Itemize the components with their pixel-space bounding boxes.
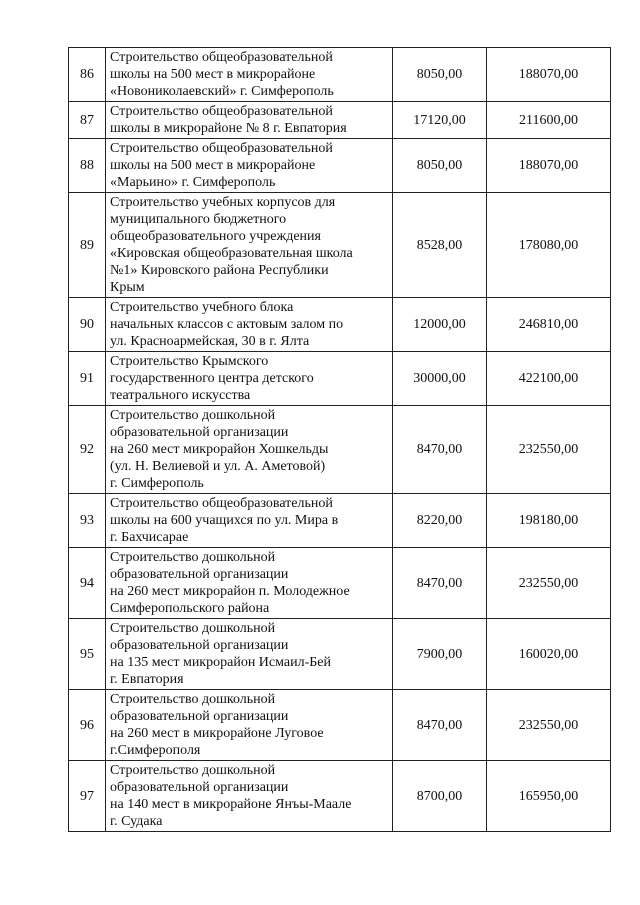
project-name-cell [106,298,393,352]
project-name-cell [106,48,393,102]
project-name-line: г. Бахчисарае [110,530,189,545]
value-2-cell: 211600,00 [487,102,611,139]
table-row [69,690,611,761]
value-1-cell: 30000,00 [393,352,487,406]
value-2-cell: 165950,00 [487,761,611,832]
project-name-line: г. Евпатория [110,672,184,687]
project-name-line: ул. Красноармейская, 30 в г. Ялта [110,334,310,349]
project-name-line: «Новониколаевский» г. Симферополь [110,84,334,99]
table-row [69,102,611,139]
table-row [69,139,611,193]
row-number: 92 [69,406,106,494]
project-name-line: образовательной организации [110,709,289,724]
project-name-line: (ул. Н. Велиевой и ул. А. Аметовой) [110,459,326,474]
project-name-line: «Кировская общеобразовательная школа [110,246,353,261]
value-2-cell: 246810,00 [487,298,611,352]
table-body [69,48,611,832]
value-2-cell: 232550,00 [487,548,611,619]
project-name-cell [106,139,393,193]
value-1-cell: 7900,00 [393,619,487,690]
project-name-line: образовательной организации [110,780,289,795]
value-2-cell: 160020,00 [487,619,611,690]
project-name-line: Строительство общеобразовательной [110,496,333,511]
value-2-cell: 232550,00 [487,406,611,494]
project-name-line: Строительство дошкольной [110,763,276,778]
project-name-line: государственного центра детского [110,371,314,386]
project-name-line: образовательной организации [110,425,289,440]
project-name-line: «Марьино» г. Симферополь [110,175,276,190]
construction-projects-table [68,47,611,832]
value-1-cell: 8528,00 [393,193,487,298]
project-name-line: г.Симферополя [110,743,201,758]
project-name-line: Строительство дошкольной [110,621,276,636]
project-name-line: Строительство дошкольной [110,550,276,565]
project-name-line: Строительство Крымского [110,354,269,369]
project-name-cell [106,690,393,761]
row-number: 88 [69,139,106,193]
row-number: 93 [69,494,106,548]
table-row [69,352,611,406]
project-name-line: г. Симферополь [110,476,204,491]
table-row [69,494,611,548]
project-name-line: Симферопольского района [110,601,270,616]
value-2-cell: 198180,00 [487,494,611,548]
project-name-line: на 260 мест в микрорайоне Луговое [110,726,324,741]
project-name-line: на 140 мест в микрорайоне Янъы-Маале [110,797,352,812]
project-name-line: школы на 500 мест в микрорайоне [110,67,316,82]
project-name-line: Крым [110,280,145,295]
value-1-cell: 8470,00 [393,548,487,619]
table-row [69,619,611,690]
project-name-line: Строительство учебного блока [110,300,294,315]
table-row [69,548,611,619]
value-1-cell: 8220,00 [393,494,487,548]
project-name-line: г. Судака [110,814,163,829]
project-name-line: Строительство общеобразовательной [110,141,333,156]
project-name-cell [106,619,393,690]
project-name-line: на 260 мест микрорайон Хошкельды [110,442,329,457]
value-2-cell: 232550,00 [487,690,611,761]
table-row [69,193,611,298]
project-name-line: школы на 500 мест в микрорайоне [110,158,316,173]
project-name-line: школы на 600 учащихся по ул. Мира в [110,513,339,528]
project-name-cell [106,406,393,494]
row-number: 86 [69,48,106,102]
project-name-line: Строительство общеобразовательной [110,50,333,65]
value-2-cell: 178080,00 [487,193,611,298]
project-name-line: Строительство общеобразовательной [110,104,333,119]
project-name-line: муниципального бюджетного [110,212,287,227]
project-name-line: Строительство дошкольной [110,408,276,423]
value-2-cell: 188070,00 [487,139,611,193]
project-name-cell [106,193,393,298]
row-number: 94 [69,548,106,619]
row-number: 95 [69,619,106,690]
row-number: 91 [69,352,106,406]
row-number: 89 [69,193,106,298]
table-row [69,298,611,352]
table-row [69,48,611,102]
project-name-line: на 135 мест микрорайон Исмаил-Бей [110,655,331,670]
project-name-cell [106,102,393,139]
value-1-cell: 8700,00 [393,761,487,832]
value-1-cell: 8470,00 [393,690,487,761]
project-name-line: школы в микрорайоне № 8 г. Евпатория [110,121,347,136]
project-name-line: театрального искусства [110,388,251,403]
project-name-cell [106,494,393,548]
project-name-cell [106,352,393,406]
row-number: 87 [69,102,106,139]
value-1-cell: 8050,00 [393,139,487,193]
value-2-cell: 188070,00 [487,48,611,102]
project-name-line: Строительство учебных корпусов для [110,195,336,210]
project-name-line: начальных классов с актовым залом по [110,317,344,332]
value-1-cell: 8470,00 [393,406,487,494]
row-number: 97 [69,761,106,832]
row-number: 96 [69,690,106,761]
row-number: 90 [69,298,106,352]
project-name-line: образовательной организации [110,638,289,653]
value-1-cell: 8050,00 [393,48,487,102]
value-1-cell: 17120,00 [393,102,487,139]
project-name-cell [106,761,393,832]
project-name-line: №1» Кировского района Республики [110,263,329,278]
project-name-cell [106,548,393,619]
value-2-cell: 422100,00 [487,352,611,406]
project-name-line: образовательной организации [110,567,289,582]
project-name-line: на 260 мест микрорайон п. Молодежное [110,584,350,599]
table-row [69,406,611,494]
project-name-line: общеобразовательного учреждения [110,229,321,244]
value-1-cell: 12000,00 [393,298,487,352]
table-row [69,761,611,832]
project-name-line: Строительство дошкольной [110,692,276,707]
